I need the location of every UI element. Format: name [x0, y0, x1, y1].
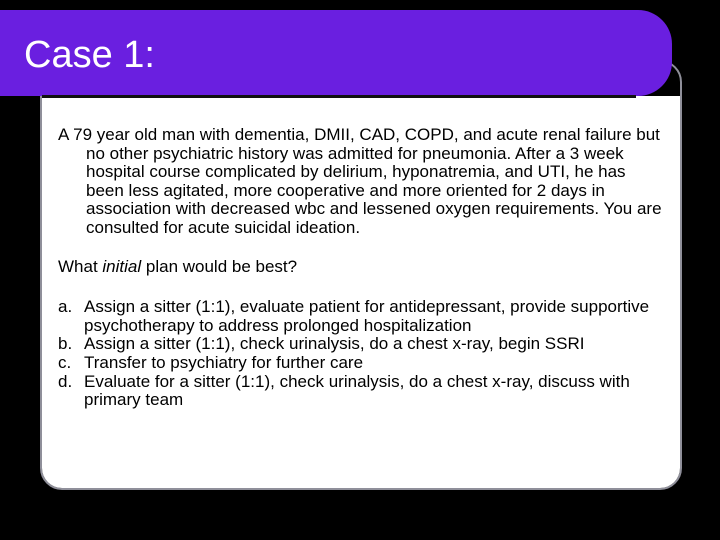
slide-title: Case 1:	[24, 34, 155, 76]
option-text: Assign a sitter (1:1), check urinalysis, do a chest x-ray, begin SSRI	[84, 334, 585, 354]
case-description: A 79 year old man with dementia, DMII, CAD, COPD, and acute renal failure but no other psychiatric history was admitted for pneumonia. After a 3 week hospital course complicated by delirium, hyponatremia, and UTI, he has been less agitated, more cooperative and more oriented for 2 days in association with decreased wbc and lessened oxygen requirements. You are consulted for acute suicidal ideation.	[58, 125, 662, 237]
option-text: Assign a sitter (1:1), evaluate patient for antidepressant, provide supportive psychotherapy to address prolonged hospitalization	[84, 297, 650, 335]
option-letter: b.	[58, 334, 73, 354]
option-text: Transfer to psychiatry for further care	[84, 352, 364, 372]
option-letter: a.	[58, 297, 73, 317]
slide-content	[58, 126, 668, 410]
title-underline	[42, 95, 636, 98]
option-a	[58, 298, 668, 335]
option-b	[58, 335, 668, 354]
question-suffix: plan would be best?	[141, 256, 298, 276]
option-c	[58, 354, 668, 373]
option-d	[58, 373, 668, 410]
option-text: Evaluate for a sitter (1:1), check urinalysis, do a chest x-ray, discuss with primary team	[84, 371, 630, 410]
spacer	[58, 238, 668, 258]
question	[58, 258, 668, 277]
question-prefix: What	[58, 256, 103, 276]
spacer	[58, 276, 668, 298]
answer-options	[58, 298, 668, 410]
option-letter: c.	[58, 352, 72, 372]
question-emphasis: initial	[102, 256, 142, 276]
option-letter: d.	[58, 371, 73, 391]
